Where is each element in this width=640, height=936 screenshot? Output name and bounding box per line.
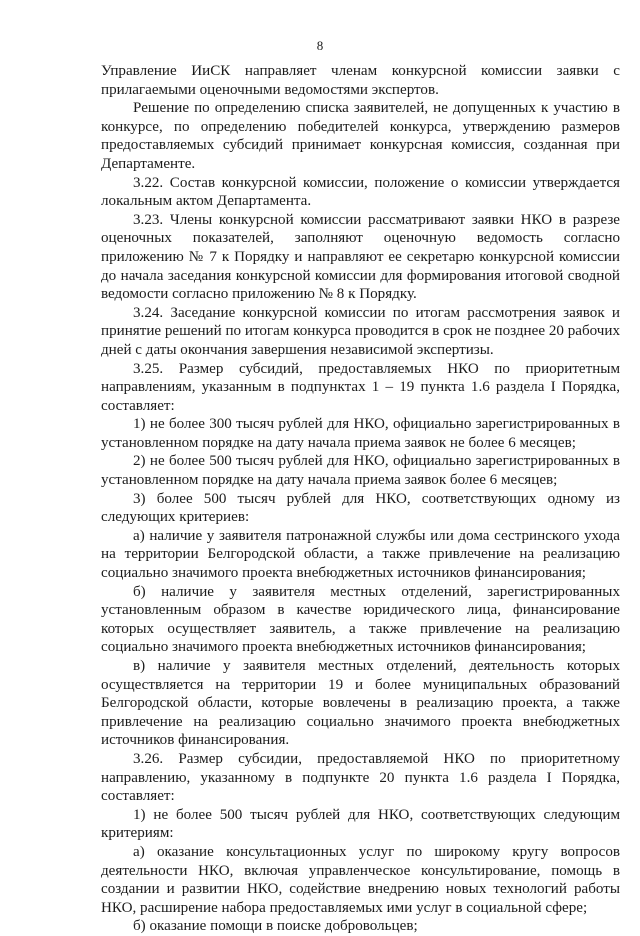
paragraph-decision: Решение по определению списка заявителей, не допущенных к участию в конкурсе, по определению победителей конкурса, утверждению размеров предоставляемых субсидий принимает конкурсная комиссия, созданная при Департаменте.: [101, 100, 620, 172]
clause-3-23: 3.23. Члены конкурсной комиссии рассматривают заявки НКО в разрезе оценочных показателей, заполняют оценочную ведомость согласно приложению № 7 к Порядку и направляют ее секретарю конкурсной комиссии до начала заседания конкурсной комиссии для формирования итоговой сводной ведомости согласно приложению № 8 к Порядку.: [101, 211, 620, 303]
clause-3-26-item-1: 1) не более 500 тысяч рублей для НКО, соответствующих следующим критериям:: [101, 806, 620, 842]
document-body: [101, 62, 620, 936]
clause-3-24: 3.24. Заседание конкурсной комиссии по итогам рассмотрения заявок и принятие решений по итогам конкурса проводится в срок не позднее 20 рабочих дней с даты окончания завершения независимой экспертизы.: [101, 304, 620, 358]
clause-3-25-item-2: 2) не более 500 тысяч рублей для НКО, официально зарегистрированных в установленном порядке на дату начала приема заявок более 6 месяцев;: [101, 453, 620, 489]
clause-3-26-item-1a: а) оказание консультационных услуг по широкому кругу вопросов деятельности НКО, включая управленческое консультирование, помощь в создании и развитии НКО, содействие внедрению новых технологий работы НКО, расширение набора предоставляемых ими услуг в социальной сфере;: [101, 843, 620, 916]
clause-3-25-item-3v: в) наличие у заявителя местных отделений, деятельность которых осуществляется на территории 19 и более муниципальных образований Белгородской области, которые вовлечены в реализацию проекта, а также привлечение на реализацию социально значимого проекта внебюджетных источников финансирования.: [101, 658, 620, 749]
clause-3-25-item-3b: б) наличие у заявителя местных отделений, зарегистрированных установленным образом в качестве юридического лица, финансирование которых осуществляет заявитель, а также привлечение на реализацию социально значимого проекта внебюджетных источников финансирования;: [101, 583, 620, 656]
clause-3-26-item-1b: б) оказание помощи в поиске добровольцев;: [133, 918, 418, 935]
clause-3-22: 3.22. Состав конкурсной комиссии, положение о комиссии утверждается локальным актом Департамента.: [101, 174, 620, 210]
clause-3-25-item-1: 1) не более 300 тысяч рублей для НКО, официально зарегистрированных в установленном порядке на дату начала приема заявок не более 6 месяцев;: [101, 416, 620, 451]
paragraph-intro: Управление ИиСК направляет членам конкурсной комиссии заявки с прилагаемыми оценочными ведомостями экспертов.: [101, 63, 620, 98]
clause-3-25-item-3a: а) наличие у заявителя патронажной службы или дома сестринского ухода на территории Белгородской области, а также привлечение на реализацию социально значимого проекта внебюджетных источников финансирования;: [101, 527, 620, 582]
clause-3-25-item-3: 3) более 500 тысяч рублей для НКО, соответствующих одному из следующих критериев:: [101, 490, 620, 526]
clause-3-25: 3.25. Размер субсидий, предоставляемых НКО по приоритетным направлениям, указанным в подпунктах 1 – 19 пункта 1.6 раздела I Порядка, составляет:: [101, 360, 620, 414]
clause-3-26: 3.26. Размер субсидии, предоставляемой НКО по приоритетному направлению, указанному в подпункте 20 пункта 1.6 раздела I Порядка, составляет:: [101, 750, 620, 805]
page-number: 8: [316, 38, 324, 53]
